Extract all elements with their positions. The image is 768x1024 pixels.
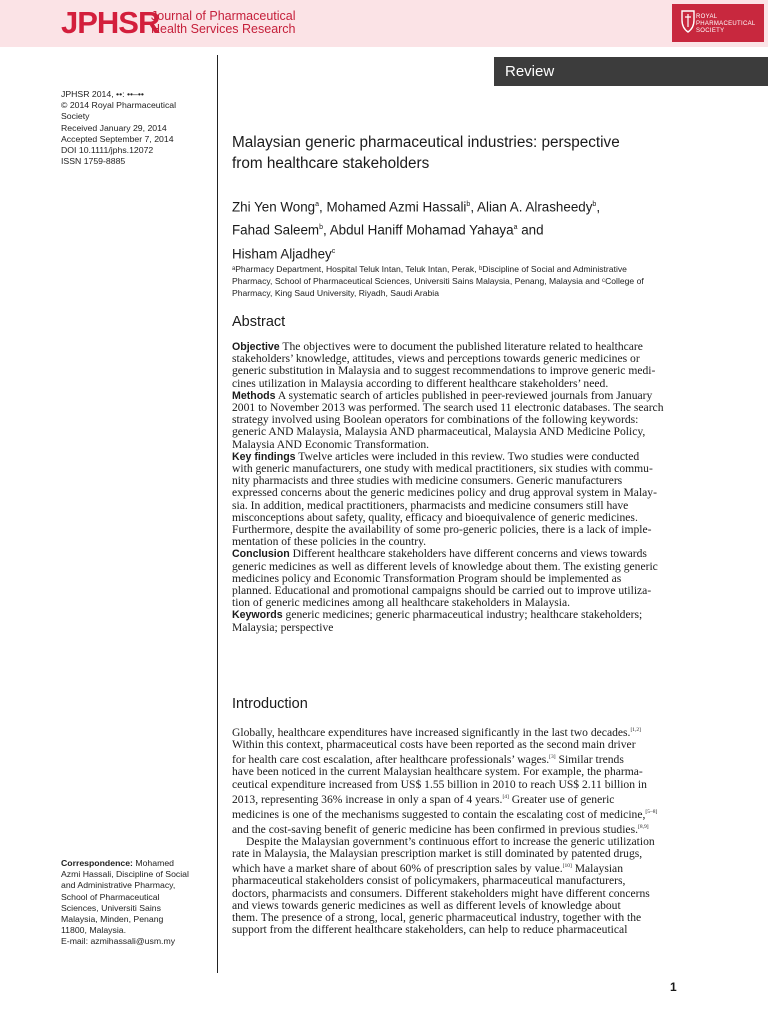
society-name: ROYAL PHARMACEUTICAL SOCIETY bbox=[696, 14, 756, 34]
article-type-banner: Review bbox=[494, 57, 768, 86]
society-crest-icon bbox=[678, 8, 698, 34]
article-title: Malaysian generic pharmaceutical industries: perspective from healthcare stakeholders bbox=[232, 134, 620, 172]
citation-ref: [8,9] bbox=[637, 823, 649, 830]
copyright: © 2014 Royal Pharmaceutical Society bbox=[61, 100, 177, 122]
correspondence-label: Correspondence: bbox=[61, 858, 133, 868]
column-divider bbox=[217, 55, 218, 973]
citation-ref: [4] bbox=[502, 793, 509, 800]
page-number: 1 bbox=[670, 980, 677, 994]
accepted-date: Accepted September 7, 2014 bbox=[61, 133, 174, 144]
doi: DOI 10.1111/jphs.12072 bbox=[61, 145, 154, 156]
author-list: Zhi Yen Wong$^a$, Mohamed Azmi Hassali$^b$, Alian A. Alrasheedy$^b$, Fahad Saleem$^b$, Abdul Haniff Mohamad Yahaya$^a$ and Hisham Aljadhey$^c$ bbox=[232, 199, 601, 262]
author: Hisham Aljadhey bbox=[232, 246, 332, 262]
author: Mohamed Azmi Hassali bbox=[326, 199, 467, 215]
citation-ref: [5–8] bbox=[645, 808, 658, 815]
methods-label: Methods bbox=[232, 389, 276, 402]
received-date: Received January 29, 2014 bbox=[61, 122, 167, 133]
citation: JPHSR 2014, ••: ••–•• bbox=[61, 89, 144, 99]
author: Alian A. Alrasheedy bbox=[477, 199, 593, 215]
affiliations: ᵃPharmacy Department, Hospital Teluk Intan, Teluk Intan, Perak, ᵇDiscipline of Social and Administrative Pharmacy, School of Pharmaceutical Sciences, Universiti Sains Malaysia, Penang, Malaysia and ᶜCollege of Pharmacy, King Saud University, Riyadh, Saudi Arabia bbox=[232, 264, 644, 298]
key-findings-label: Key findings bbox=[232, 450, 296, 463]
abstract-body: Objective The objectives were to document the published literature related to healthcare stakeholders’ knowledge, attitudes, views and perceptions towards generic medicines or generic substitution in Malaysia and to suggest recommendations to improve generic medi- cines utilization in Malaysia according to different healthcare stakeholders’ need. Methods A systematic search of articles published in peer-reviewed journals from January 2001 to November 2013 was performed. The search used 11 electronic databases. The search strategy involved using Boolean operators for combinations of the following keywords: generic AND Malaysia, Malaysia AND pharmaceutical, Malaysia AND Medicine Policy, Malaysia AND Economic Transformation. Key findings Twelve articles were included in this review. Two studies were conducted with generic manufacturers, one study with medical practitioners, six studies with commu- nity pharmacists and three studies with medicine consumers. Generic manufacturers expressed concerns about the generic medicines policy and drug approval system in Malay- sia. In addition, medical practitioners, pharmacists and medicine consumers still have misconceptions about safety, quality, efficacy and bioequivalence of generic medicines. Furthermore, despite the availability of some pro-generic policies, there is a lack of imple- mentation of these policies in the country. Conclusion Different healthcare stakeholders have different concerns and views towards generic medicines as well as different levels of knowledge about them. The existing generic medicines policy and Economic Transformation Program should be implemented as planned. Educational and promotional campaigns should be carried out to improve utiliza- tion of generic medicines among all healthcare stakeholders in Malaysia. Keywords generic medicines; generic pharmaceutical industry; healthcare stakeholders; Malaysia; perspective bbox=[232, 340, 664, 634]
citation-ref: [3] bbox=[549, 754, 556, 761]
keywords-label: Keywords bbox=[232, 609, 283, 622]
journal-logo: JPHSR bbox=[61, 5, 160, 40]
introduction-body: Globally, healthcare expenditures have increased significantly in the last two decades.[1,2] Within this context, pharmaceutical costs have been reported as the second main driver for health care cost escalation, after healthcare professionals’ wages.[3] Similar trends have been noticed in the current Malaysian healthcare system. For example, the pharma- ceutical expenditure increased from US$ 1.55 billion in 2010 to reach US$ 2.11 billion in 2013, representing 36% increase in only a span of 4 years.[4] Greater use of generic medicines is one of the mechanisms suggested to contain the escalating cost of medicine,[5–8] and the cost-saving benefit of generic medicine has been confirmed in previous studies.[8,9] Despite the Malaysian government’s continuous effort to increase the generic utilization rate in Malaysia, the Malaysian prescription market is still dominated by patented drugs, which have a market share of about 60% of prescription sales by value.[10] Malaysian pharmaceutical stakeholders consist of policymakers, pharmaceutical manufacturers, doctors, pharmacists and consumers. Different stakeholders might have different concerns and views towards generic medicines as well as different levels of knowledge about them. The presence of a strong, local, generic pharmaceutical industry, together with the support from the different healthcare stakeholders, can help to reduce pharmaceutical bbox=[232, 725, 658, 937]
conclusion-label: Conclusion bbox=[232, 548, 290, 561]
citation-ref: [1,2] bbox=[630, 727, 641, 733]
society-logo bbox=[672, 4, 764, 42]
article-metadata bbox=[61, 89, 201, 167]
author: Zhi Yen Wong bbox=[232, 199, 316, 215]
correspondence-email: E-mail: azmihassali@usm.my bbox=[61, 936, 176, 947]
journal-header bbox=[0, 0, 768, 47]
author: Abdul Haniff Mohamad Yahaya bbox=[329, 222, 514, 238]
issn: ISSN 1759-8885 bbox=[61, 156, 126, 167]
citation-ref: [10] bbox=[562, 863, 572, 870]
correspondence: Correspondence: Mohamed Azmi Hassali, Discipline of Social and Administrative Pharmacy, School of Pharmaceutical Sciences, Universiti Sains Malaysia, Minden, Penang 11800, Malaysia. E-mail: azmihassali@usm.my bbox=[61, 858, 211, 948]
introduction-heading: Introduction bbox=[232, 696, 308, 712]
author: Fahad Saleem bbox=[232, 222, 320, 238]
abstract-heading: Abstract bbox=[232, 314, 286, 330]
journal-name: Journal of Pharmaceutical Health Services Research bbox=[151, 9, 296, 36]
objective-label: Objective bbox=[232, 341, 280, 353]
